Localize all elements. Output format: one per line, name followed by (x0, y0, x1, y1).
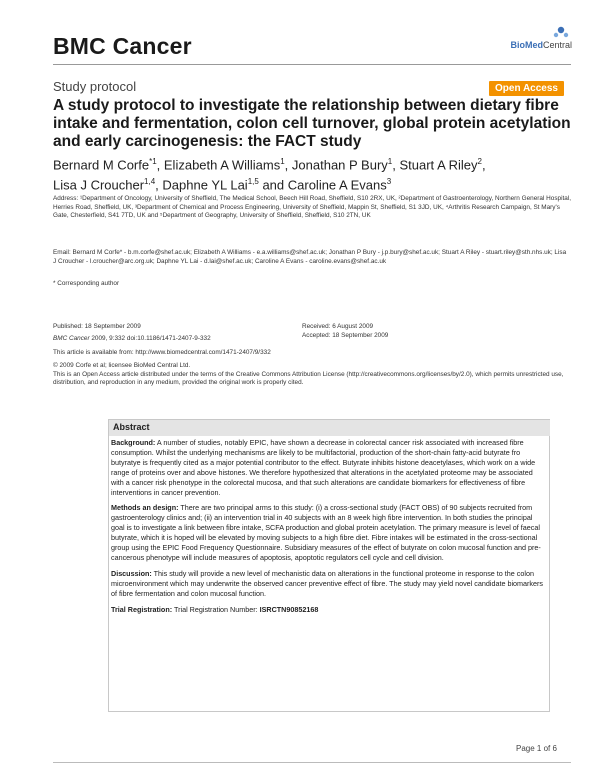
author-affiliation: 1,4 (144, 177, 156, 187)
article-type: Study protocol (53, 79, 137, 94)
citation-journal: BMC Cancer (53, 334, 90, 342)
author-addresses: Address: ¹Department of Oncology, University of Sheffield, The Medical School, Beech Hill Road, Sheffield, S10 2RX, UK, ²Department of Gastroenterology, Northern General Hospital, Herries Road, Sheffield, UK, ³Department of Chemical and Process Engineering, University of Sheffield, Mappin St, Sheffield, S1 3JD, UK, ⁴Arthritis Research Campaign, St Mary's Gate, Chesterfield, S41 7TD, UK and ⁵Department of Geography, University of Sheffield, Sheffield, S10 2TN, UK (53, 195, 572, 220)
abstract-body (111, 438, 543, 621)
background-text: A number of studies, notably EPIC, have shown a decrease in colorectal cancer risk associated with increased fibre consumption. Whilst the underlying mechanisms are likely to be multifactorial, production of the short-chain fatty-acid butyrate fro butyratye is frequently cited as a major potential contributor to the effect. Butyrate inhibits histone deacetylases, which work on a wide range of proteins over and above histones. We therefore hypothesized that alterations in the acetylated proteome may be associated with a cancer risk phenotype in the colorectal mucosa, and that such alterations are candidate biomarkers for effectiveness of fibre interventions in cancer prevention. (111, 438, 536, 497)
discussion-text: This study will provide a new level of mechanistic data on alterations in the functional proteome in response to the colon microenvironment which may underwrite the observed cancer preventive effect of fibre. The study may yield novel candidate biomarkers of fibre fermentation and colon mucosal function. (111, 568, 543, 598)
abstract-discussion (111, 569, 543, 599)
author-affiliation: 3 (386, 177, 392, 187)
author-emails: Email: Bernard M Corfe* - b.m.corfe@shef.ac.uk; Elizabeth A Williams - e.a.williams@shef.ac.uk; Jonathan P Bury - j.p.bury@shef.ac.uk; Stuart A Riley - stuart.riley@sth.nhs.uk; Lisa J Croucher - l.croucher@arc.org.uk; Daphne YL Lai - d.lai@shef.ac.uk; Caroline A Evans - caroline.evans@shef.ac.uk (53, 249, 567, 265)
author-name: Lisa J Croucher (53, 177, 145, 193)
article-title: A study protocol to investigate the relationship between dietary fibre intake and fermentation, colon cell turnover, global protein acetylation and early carcinogenesis: the FACT study (53, 97, 571, 150)
author-separator: , (392, 157, 400, 173)
received-date: Received: 6 August 2009 (302, 323, 374, 330)
author-affiliation: 1,5 (247, 177, 259, 187)
author-name: Stuart A Riley (399, 157, 478, 173)
abstract-heading: Abstract (109, 420, 550, 436)
availability-link[interactable]: This article is available from: http://www.biomedcentral.com/1471-2407/9/332 (53, 349, 271, 356)
author-name: Bernard M Corfe (53, 157, 150, 173)
publication-info (53, 323, 293, 343)
author-separator: , (481, 157, 486, 173)
header-divider (53, 64, 571, 65)
author-name: Daphne YL Lai (162, 177, 248, 193)
biomed-logo-icon (550, 26, 572, 40)
author-name: Elizabeth A Williams (163, 157, 281, 173)
accepted-date: Accepted: 18 September 2009 (302, 331, 389, 339)
author-affiliation: *1 (149, 157, 157, 166)
author-name: Jonathan P Bury (291, 157, 388, 173)
corresponding-author-note: * Corresponding author (53, 280, 120, 287)
trial-text: Trial Registration Number: (172, 604, 260, 614)
publisher-logo (482, 26, 572, 50)
published-date: Published: 18 September 2009 (53, 323, 141, 330)
abstract-background (111, 438, 543, 497)
author-affiliation: 1 (280, 157, 285, 166)
author-separator: , (155, 177, 163, 193)
page-number: Page 1 of 6 (516, 744, 557, 753)
author-affiliation: 2 (477, 157, 482, 166)
trial-number: ISRCTN90852168 (259, 604, 319, 614)
trial-label: Trial Registration: (111, 604, 173, 614)
background-label: Background: (111, 438, 156, 447)
copyright: © 2009 Corfe et al; licensee BioMed Central Ltd. (53, 362, 191, 369)
license-text: This is an Open Access article distributed under the terms of the Creative Commons Attribution License (http://creativecommons.org/licenses/by/2.0), which permits unrestricted use, distribution, and reproduction in any medium, provided the original work is properly cited. (53, 370, 564, 387)
footer-divider (53, 762, 571, 763)
author-separator: , (284, 157, 292, 173)
publisher-suffix: Central (542, 40, 572, 50)
open-access-badge: Open Access (489, 81, 564, 96)
author-name: Caroline A Evans (287, 177, 387, 193)
abstract-methods (111, 503, 543, 562)
discussion-label: Discussion: (111, 568, 152, 578)
abstract-trial (111, 605, 543, 615)
journal-title: BMC Cancer (53, 33, 192, 59)
publisher-brand: BioMed (510, 40, 543, 50)
citation (53, 335, 293, 344)
methods-label: Methods an design: (111, 503, 179, 513)
author-separator: , (156, 157, 164, 173)
copyright-block (53, 362, 571, 388)
citation-rest: 2009, 9:332 doi:10.1186/1471-2407-9-332 (89, 334, 211, 342)
author-separator: and (258, 177, 288, 193)
author-affiliation: 1 (387, 157, 393, 166)
author-list (53, 153, 573, 194)
methods-text: There are two principal arms to this study: (i) a cross-sectional study (FACT OBS) of 90 subjects recruited from gastroenterology clinics and; (ii) an intervention trial in 40 subjects with an 8 week high fibre intervention. In both studies the principal goal is to investigate a link between fibre intake, SCFA production and global protein acetylation. The primary measure is level of faecal butyrate, which it is hoped will be elevated by moving subjects to a high fibre diet. Fibre intakes will be estimated in the cross-sectional group using the EPIC Food Frequency Questionnaire. Subsidiary measures of the effect of butyrate on colon mucosal function and pre-cancerous phenotype will include measures of apoptosis, apoptotic regulators cell cycle and cell division. (111, 503, 541, 562)
dates-info (302, 323, 562, 340)
